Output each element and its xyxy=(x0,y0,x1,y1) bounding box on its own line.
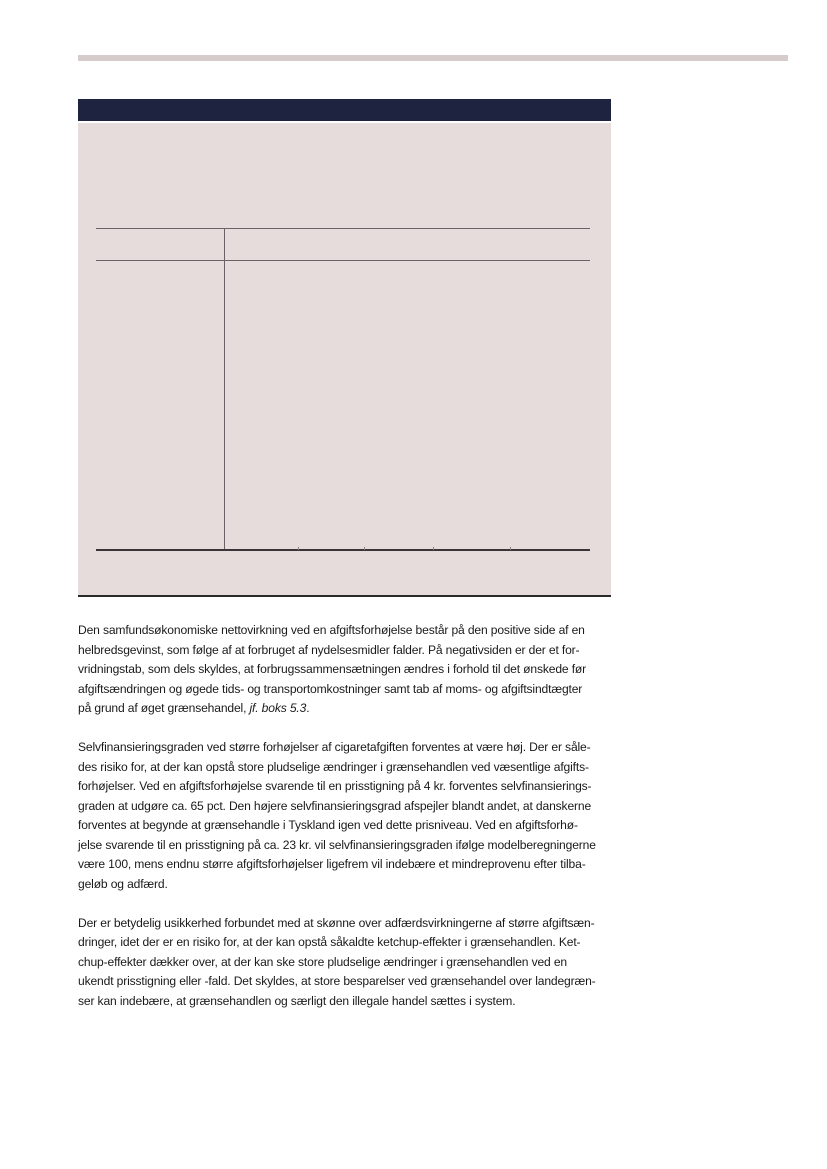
text-line: des risiko for, at der kan opstå store pludselige ændringer i grænsehandlen ved væsentlige afgifts- xyxy=(78,759,589,774)
text-fragment: på grund af øget grænsehandel, xyxy=(78,701,250,715)
text-line: være 100, mens endnu større afgiftsforhøjelser ligefrem vil indebære et mindreprovenu efter tilba- xyxy=(78,857,586,871)
text-line: Der er betydelig usikkerhed forbundet med at skønne over adfærdsvirkningerne af større afgiftsæn- xyxy=(78,915,595,930)
table-bottom-rule xyxy=(96,549,590,551)
text-line: chup-effekter dækker over, at der kan ske store pludselige ændringer i grænsehandlen ved en xyxy=(78,954,567,969)
text-line: jelse svarende til en prisstigning på ca. 23 kr. vil selvfinansieringsgraden ifølge modelberegningerne xyxy=(78,837,596,852)
table-column-divider xyxy=(224,228,225,550)
text-fragment: . xyxy=(306,701,310,715)
table-column-tick xyxy=(298,547,299,550)
paragraph-self-financing xyxy=(78,738,613,894)
text-line: forhøjelser. Ved en afgiftsforhøjelse svarende til en prisstigning på 4 kr. forventes selvfinansierings- xyxy=(78,779,592,793)
table-column-tick xyxy=(510,547,511,550)
paragraph-uncertainty xyxy=(78,914,613,1012)
info-box xyxy=(78,99,611,597)
cross-reference-link[interactable]: jf. boks 5.3 xyxy=(249,701,307,715)
text-line: Selvfinansieringsgraden ved større forhøjelser af cigaretafgiften forventes at være høj. Der er såle- xyxy=(78,740,591,754)
text-line: geløb og adfærd. xyxy=(78,876,168,891)
info-box-body xyxy=(78,123,611,595)
info-box-header xyxy=(78,99,611,121)
table-header-rule xyxy=(96,260,590,261)
text-line: ser kan indebære, at grænsehandlen og særligt den illegale handel sættes i system. xyxy=(78,993,516,1008)
table-column-tick xyxy=(433,547,434,550)
body-text xyxy=(78,621,613,1031)
table-top-rule xyxy=(96,228,590,229)
info-box-bottom-rule xyxy=(78,595,611,597)
text-line: vridningstab, som dels skyldes, at forbrugssammensætningen ændres i forhold til det ønskede før xyxy=(78,662,587,676)
text-line: ukendt prisstigning eller -fald. Det skyldes, at store besparelser ved grænsehandel over landegræn- xyxy=(78,974,596,988)
paragraph-net-effect xyxy=(78,621,613,719)
text-line: graden at udgøre ca. 65 pct. Den højere selvfinansieringsgrad afspejler blandt andet, at danskerne xyxy=(78,798,592,813)
table-column-tick xyxy=(364,547,365,550)
text-line: forventes at begynde at grænsehandle i Tyskland igen ved dette prisniveau. Ved en afgiftsforhø- xyxy=(78,818,578,832)
text-line: Den samfundsøkonomiske nettovirkning ved en afgiftsforhøjelse består på den positive side af en xyxy=(78,623,585,637)
page-top-rule xyxy=(78,55,788,61)
text-line: dringer, idet der er en risiko for, at der kan opstå såkaldte ketchup-effekter i grænsehandlen. Ket- xyxy=(78,935,581,949)
text-line: helbredsgevinst, som følge af at forbruget af nydelsesmidler falder. På negativsiden er der et for- xyxy=(78,642,580,657)
text-line-last xyxy=(78,699,613,719)
text-line: afgiftsændringen og øgede tids- og transportomkostninger samt tab af moms- og afgiftsindtægter xyxy=(78,681,583,696)
